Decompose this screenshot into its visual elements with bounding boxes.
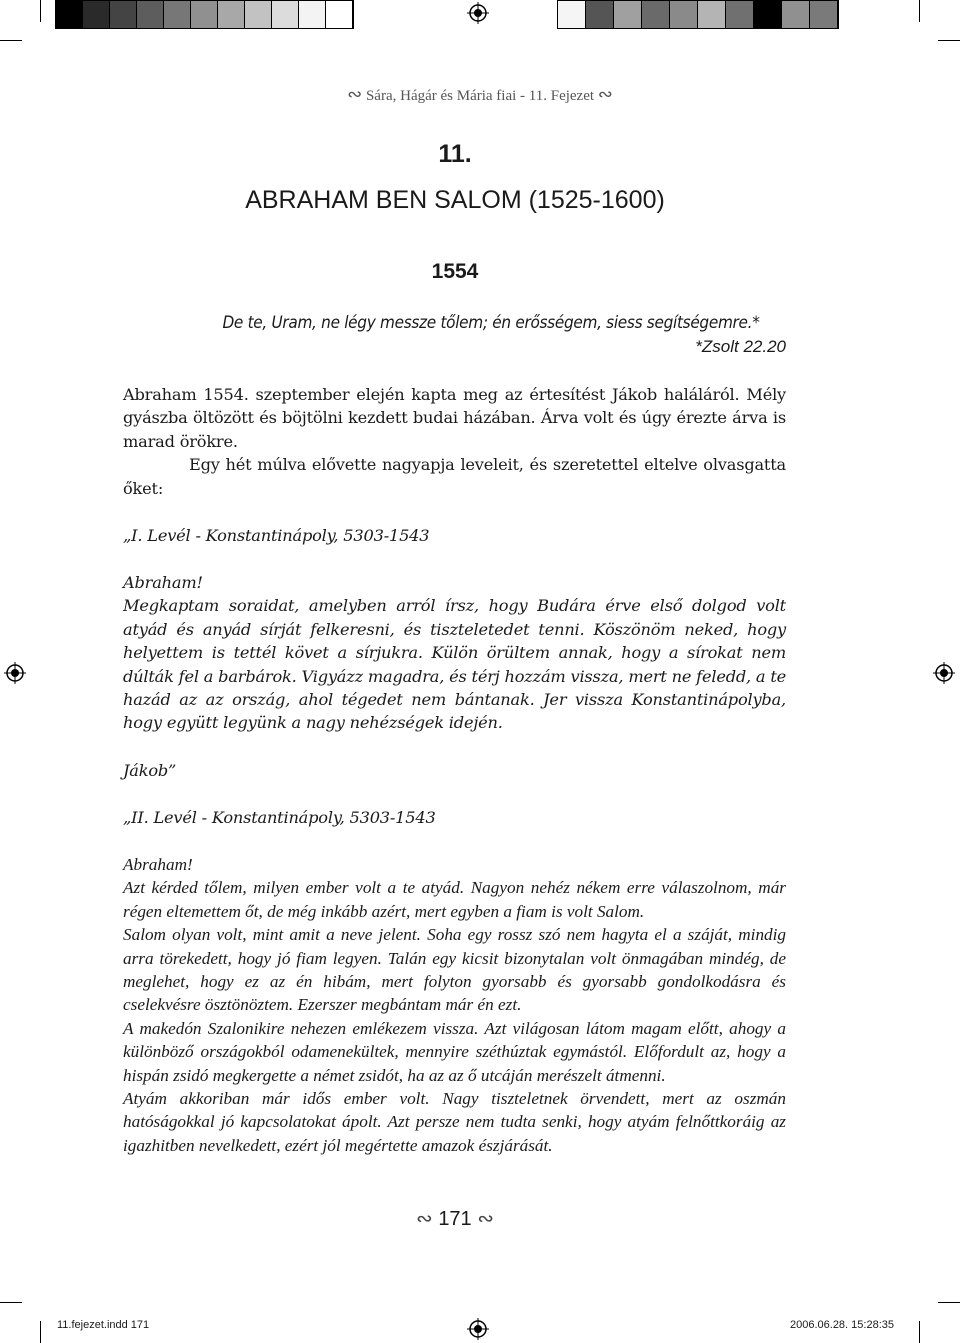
crop-mark	[40, 0, 41, 22]
chapter-number: 11.	[438, 140, 472, 168]
registration-mark-icon	[467, 1318, 489, 1340]
crop-mark	[0, 40, 22, 41]
color-swatch	[56, 1, 83, 28]
epigraph: De te, Uram, ne légy messze tőlem; én erősségem, siess segítségemre.*	[222, 313, 760, 333]
color-swatch	[614, 1, 642, 28]
epigraph-reference: *Zsolt 22.20	[695, 337, 786, 356]
letter-1	[123, 571, 786, 735]
running-head-text: Sára, Hágár és Mária fiai - 11. Fejezet	[365, 88, 595, 104]
crop-mark	[40, 1321, 41, 1343]
color-swatch	[164, 1, 191, 28]
crop-mark	[938, 40, 960, 41]
registration-mark-icon	[467, 2, 489, 24]
letter-2-heading: „II. Levél - Konstantinápoly, 5303-1543	[123, 808, 436, 827]
intro-paragraph: Abraham 1554. szeptember elején kapta meg az értesítést Jákob haláláról. Mély gyászba öltözött és böjtölni kezdett budai házában. Árva volt és úgy érezte árva is marad örökre.	[123, 385, 786, 451]
chapter-title: ABRAHAM BEN SALOM (1525-1600)	[245, 186, 665, 214]
intro-text	[123, 383, 786, 500]
color-swatch	[326, 1, 353, 28]
footer-file-name: 11.fejezet.indd 171	[57, 1319, 150, 1331]
color-swatch	[782, 1, 810, 28]
letter-paragraph: A makedón Szalonikire nehezen emlékezem vissza. Azt világosan látom magam előtt, ahogy a különböző országokból odamenekültek, mennyire széthúztak egymástól. Előfordult az, hogy a hispán zsidó megkergette a német zsidót, ha az az ő utcáján merészelt átmenni.	[123, 1018, 786, 1085]
color-swatch	[642, 1, 670, 28]
color-swatch	[810, 1, 838, 28]
page-number-text: 171	[438, 1208, 472, 1230]
crop-mark	[919, 1321, 920, 1343]
color-swatch	[110, 1, 137, 28]
ornament-icon: ∾	[415, 1206, 433, 1230]
letter-body: Megkaptam soraidat, amelyben arról írsz, hogy Budára érve első dolgod volt atyád és anyád sírját felkeresni, és tiszteletedet tenni. Köszönöm neked, hogy helyettem is tettél követ a sírjukra. Külön örültem annak, hogy a sírokat nem dúlták fel a barbárok. Vigyázz magadra, és térj hozzám vissza, mert ne feledd, a te hazád az az ország, ahol tégedet nem bántanak. Jer vissza Konstantinápolyba, hogy együtt legyünk a nagy nehézségek idején.	[123, 596, 787, 733]
color-swatch	[137, 1, 164, 28]
crop-mark	[919, 0, 920, 22]
printer-color-bar-left	[55, 0, 354, 29]
color-swatch	[670, 1, 698, 28]
color-swatch	[586, 1, 614, 28]
letter-salutation: Abraham!	[123, 573, 203, 592]
running-head	[0, 84, 960, 105]
printer-color-bar-right	[557, 0, 839, 29]
letter-paragraph: Atyám akkoriban már idős ember volt. Nagy tiszteletnek örvendett, mert az oszmán hatóságokkal jó kapcsolatokat ápolt. Azt persze nem tudta senki, hogy atyám felnőttkoráig az igazhitben nevelkedett, ezért jól megértette amazok észjárását.	[123, 1089, 786, 1155]
letter-2	[123, 853, 786, 1157]
ornament-icon: ∾	[597, 84, 613, 105]
registration-mark-icon	[933, 662, 955, 684]
crop-mark	[0, 1302, 22, 1303]
intro-paragraph: Egy hét múlva elővette nagyapja leveleit, és szeretettel eltelve olvasgatta őket:	[123, 455, 786, 498]
letter-paragraph: Azt kérded tőlem, milyen ember volt a te atyád. Nagyon nehéz nékem erre válaszolnom, már régen eltemettem őt, de még inkább azért, mert egyben a fiam is volt Salom.	[123, 878, 786, 921]
color-swatch	[726, 1, 754, 28]
color-swatch	[272, 1, 299, 28]
color-swatch	[299, 1, 326, 28]
letter-1-signature: Jákob”	[123, 761, 177, 780]
letter-1-heading: „I. Levél - Konstantinápoly, 5303-1543	[123, 526, 430, 545]
ornament-icon: ∾	[477, 1206, 495, 1230]
registration-mark-icon	[4, 662, 26, 684]
page-number	[0, 1206, 910, 1231]
crop-mark	[938, 1302, 960, 1303]
color-swatch	[698, 1, 726, 28]
color-swatch	[191, 1, 218, 28]
footer-timestamp: 2006.06.28. 15:28:35	[790, 1319, 894, 1331]
color-swatch	[558, 1, 586, 28]
letter-paragraph: Salom olyan volt, mint amit a neve jelent. Soha egy rossz szó nem hagyta el a száját, mindig arra törekedett, hogy jó fiam legyen. Talán egy kicsit bizonytalan volt önmagában mindég, de meglehet, hogy ez az én hibám, mert folyton gyorsabb és gyorsabb gondolkodásra és cselekvésre ösztönöztem. Ezerszer megbántam már én ezt.	[123, 925, 786, 1015]
chapter-year: 1554	[431, 260, 479, 283]
ornament-icon: ∾	[347, 84, 363, 105]
color-swatch	[245, 1, 272, 28]
letter-salutation: Abraham!	[123, 855, 193, 874]
color-swatch	[754, 1, 782, 28]
color-swatch	[218, 1, 245, 28]
color-swatch	[83, 1, 110, 28]
